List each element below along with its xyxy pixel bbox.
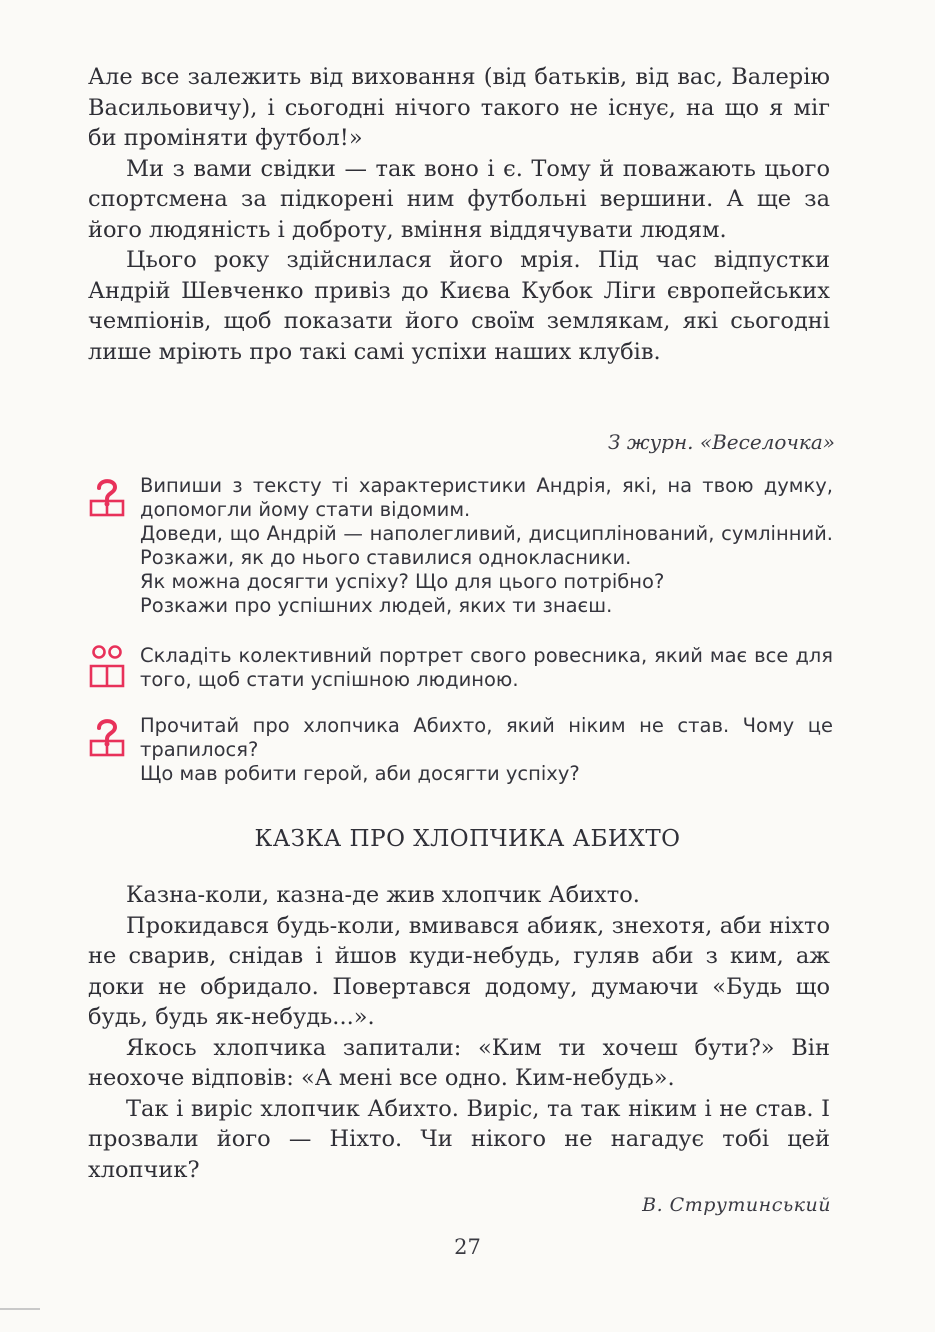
page-number: 27 [454,1235,481,1259]
story-paragraph-3: Якось хлопчика запитали: «Ким ти хочеш бути?» Він неохоче відповів: «А мені все одно. Ким-небудь». [88,1034,830,1091]
question-book-icon [88,474,126,518]
intro-paragraph-1: Але все залежить від виховання (від батьків, від вас, Валерію Васильовичу), і сьогодні нічого такого не існує, на що я міг би проміняти футбол!» [88,64,830,151]
task-3-line-2: Що мав робити герой, аби досягти успіху? [140,762,580,785]
task-1-line-3: Як можна досягти успіху? Що для цього потрібно? [140,570,665,593]
task-block-3 [88,714,833,786]
task-text-3 [140,714,833,786]
intro-text [88,62,830,367]
intro-paragraph-3: Цього року здійснилася його мрія. Під час відпустки Андрій Шевченко привіз до Києва Кубок Ліги європейських чемпіонів, щоб показати його своїм землякам, які сьогодні лише мріють про такі самі успіхи наших клубів. [88,247,830,365]
question-book-icon [88,714,126,758]
task-text-2 [140,644,833,692]
task-text-1 [140,474,833,618]
task-block-1 [88,474,833,618]
intro-paragraph-2: Ми з вами свідки — так воно і є. Тому й поважають цього спортсмена за підкорені ним футбольні вершини. А ще за його людяність і доброту, вміння віддячувати людям. [88,155,830,243]
story-paragraph-2: Прокидався будь-коли, вмивався абияк, знехотя, аби ніхто не сварив, снідав і йшов куди-небудь, гуляв аби з ким, аж доки не обридало. Повертався додому, думаючи «Будь що будь, будь як-небудь...». [88,912,830,1030]
source-citation: З журн. «Веселочка» [608,430,835,454]
task-3-line-1: Прочитай про хлопчика Абихто, який ніким не став. Чому це трапилося? [140,714,833,761]
story-title: КАЗКА ПРО ХЛОПЧИКА АБИХТО [254,826,681,852]
page-edge-mark [0,1308,40,1310]
task-1-line-2: Доведи, що Андрій — наполегливий, дисциплінований, сумлінний. Розкажи, як до нього ставилися однокласники. [140,522,833,569]
story-author: В. Струтинський [642,1194,831,1216]
story-paragraph-1: Казна-коли, казна-де жив хлопчик Абихто. [126,882,640,908]
task-1-line-1: Випиши з тексту ті характеристики Андрія, які, на твою думку, допомогли йому стати відомим. [140,474,833,521]
pair-work-book-icon [88,644,126,688]
story-text [88,880,830,1185]
story-paragraph-4: Так і виріс хлопчик Абихто. Виріс, та так ніким і не став. І прозвали його — Ніхто. Чи нікого не нагадує тобі цей хлопчик? [88,1095,830,1183]
task-2-line-1: Складіть колективний портрет свого ровесника, який має все для того, щоб стати успішною людиною. [140,644,833,691]
task-1-line-4: Розкажи про успішних людей, яких ти знаєш. [140,594,613,617]
task-block-2 [88,644,833,692]
